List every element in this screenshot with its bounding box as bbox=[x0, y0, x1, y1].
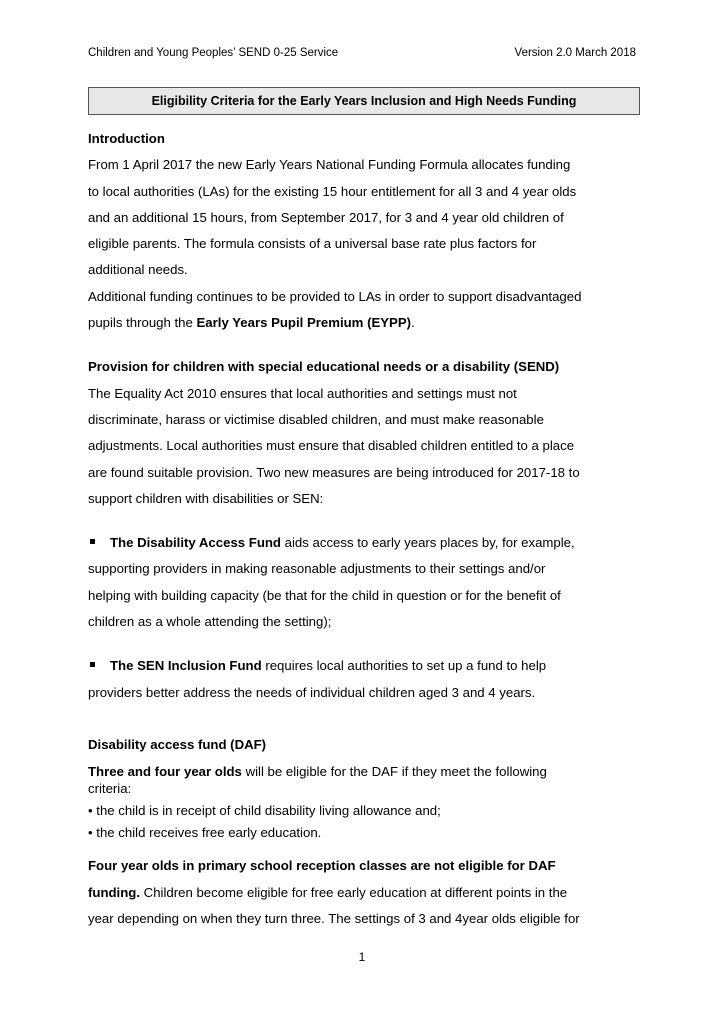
send-line: are found suitable provision. Two new measures are being introduced for 2017-18 to bbox=[88, 464, 580, 480]
eypp-line-2 bbox=[88, 310, 648, 336]
daf-eligibility-line-1 bbox=[88, 763, 648, 780]
intro-line: to local authorities (LAs) for the existing 15 hour entitlement for all 3 and 4 year olds bbox=[88, 183, 577, 199]
intro-line: and an additional 15 hours, from September 2017, for 3 and 4 year old children of bbox=[88, 209, 564, 225]
eypp-line-1: Additional funding continues to be provided to LAs in order to support disadvantaged bbox=[88, 288, 582, 304]
daf-eligibility-line-2: criteria: bbox=[88, 781, 132, 797]
daf-heading-text: Disability access fund (DAF) bbox=[88, 736, 267, 752]
running-header-right: Version 2.0 March 2018 bbox=[514, 47, 636, 59]
eypp-text-pre: pupils through the bbox=[88, 315, 197, 331]
document-title: Eligibility Criteria for the Early Years Inclusion and High Needs Funding bbox=[151, 94, 577, 108]
daf-criterion: • the child receives free early education. bbox=[88, 825, 322, 841]
bullet-text: aids access to early years places by, for example, bbox=[281, 535, 575, 551]
intro-line: additional needs. bbox=[88, 262, 188, 278]
reception-term: funding. bbox=[88, 884, 140, 900]
eypp-text-post: . bbox=[411, 315, 415, 331]
bullet-sen-inclusion-fund bbox=[88, 653, 648, 679]
daf-eligible-text: will be eligible for the DAF if they meet the following bbox=[241, 764, 547, 780]
send-line: The Equality Act 2010 ensures that local authorities and settings must not bbox=[88, 385, 517, 401]
reception-text: Children become eligible for free early education at different points in the bbox=[140, 884, 568, 900]
daf-criterion: • the child is in receipt of child disability living allowance and; bbox=[88, 803, 441, 819]
intro-line: eligible parents. The formula consists of a universal base rate plus factors for bbox=[88, 236, 537, 252]
eypp-term: Early Years Pupil Premium (EYPP) bbox=[196, 315, 412, 331]
send-heading: Provision for children with special educational needs or a disability (SEND) bbox=[88, 359, 560, 375]
bullet-text: requires local authorities to set up a fund to help bbox=[261, 658, 547, 674]
reception-line-2 bbox=[88, 880, 648, 906]
bullet-line: supporting providers in making reasonable adjustments to their settings and/or bbox=[88, 561, 546, 577]
reception-line-1: Four year olds in primary school reception classes are not eligible for DAF bbox=[88, 858, 556, 874]
intro-heading: Introduction bbox=[88, 131, 165, 146]
running-header-left: Children and Young Peoples’ SEND 0-25 Service bbox=[88, 47, 339, 59]
bullet-disability-access-fund bbox=[88, 530, 648, 556]
daf-eligible-term: Three and four year olds bbox=[88, 764, 242, 780]
bullet-term: The Disability Access Fund bbox=[110, 535, 281, 551]
bullet-line: children as a whole attending the setting); bbox=[88, 614, 332, 630]
bullet-term: The SEN Inclusion Fund bbox=[110, 658, 262, 674]
send-line: support children with disabilities or SEN: bbox=[88, 490, 324, 506]
document-title-box bbox=[88, 87, 640, 115]
send-line: adjustments. Local authorities must ensure that disabled children entitled to a place bbox=[88, 438, 575, 454]
square-bullet-icon bbox=[90, 539, 95, 544]
bullet-line: helping with building capacity (be that for the child in question or for the benefit of bbox=[88, 587, 561, 603]
intro-line: From 1 April 2017 the new Early Years National Funding Formula allocates funding bbox=[88, 157, 571, 173]
square-bullet-icon bbox=[90, 662, 95, 667]
daf-heading bbox=[88, 732, 648, 758]
page-number: 1 bbox=[358, 950, 366, 964]
send-line: discriminate, harass or victimise disabled children, and must make reasonable bbox=[88, 411, 544, 427]
document-body bbox=[88, 126, 648, 932]
bullet-line: providers better address the needs of individual children aged 3 and 4 years. bbox=[88, 684, 536, 700]
reception-line-3: year depending on when they turn three. The settings of 3 and 4year olds eligible for bbox=[88, 910, 580, 926]
